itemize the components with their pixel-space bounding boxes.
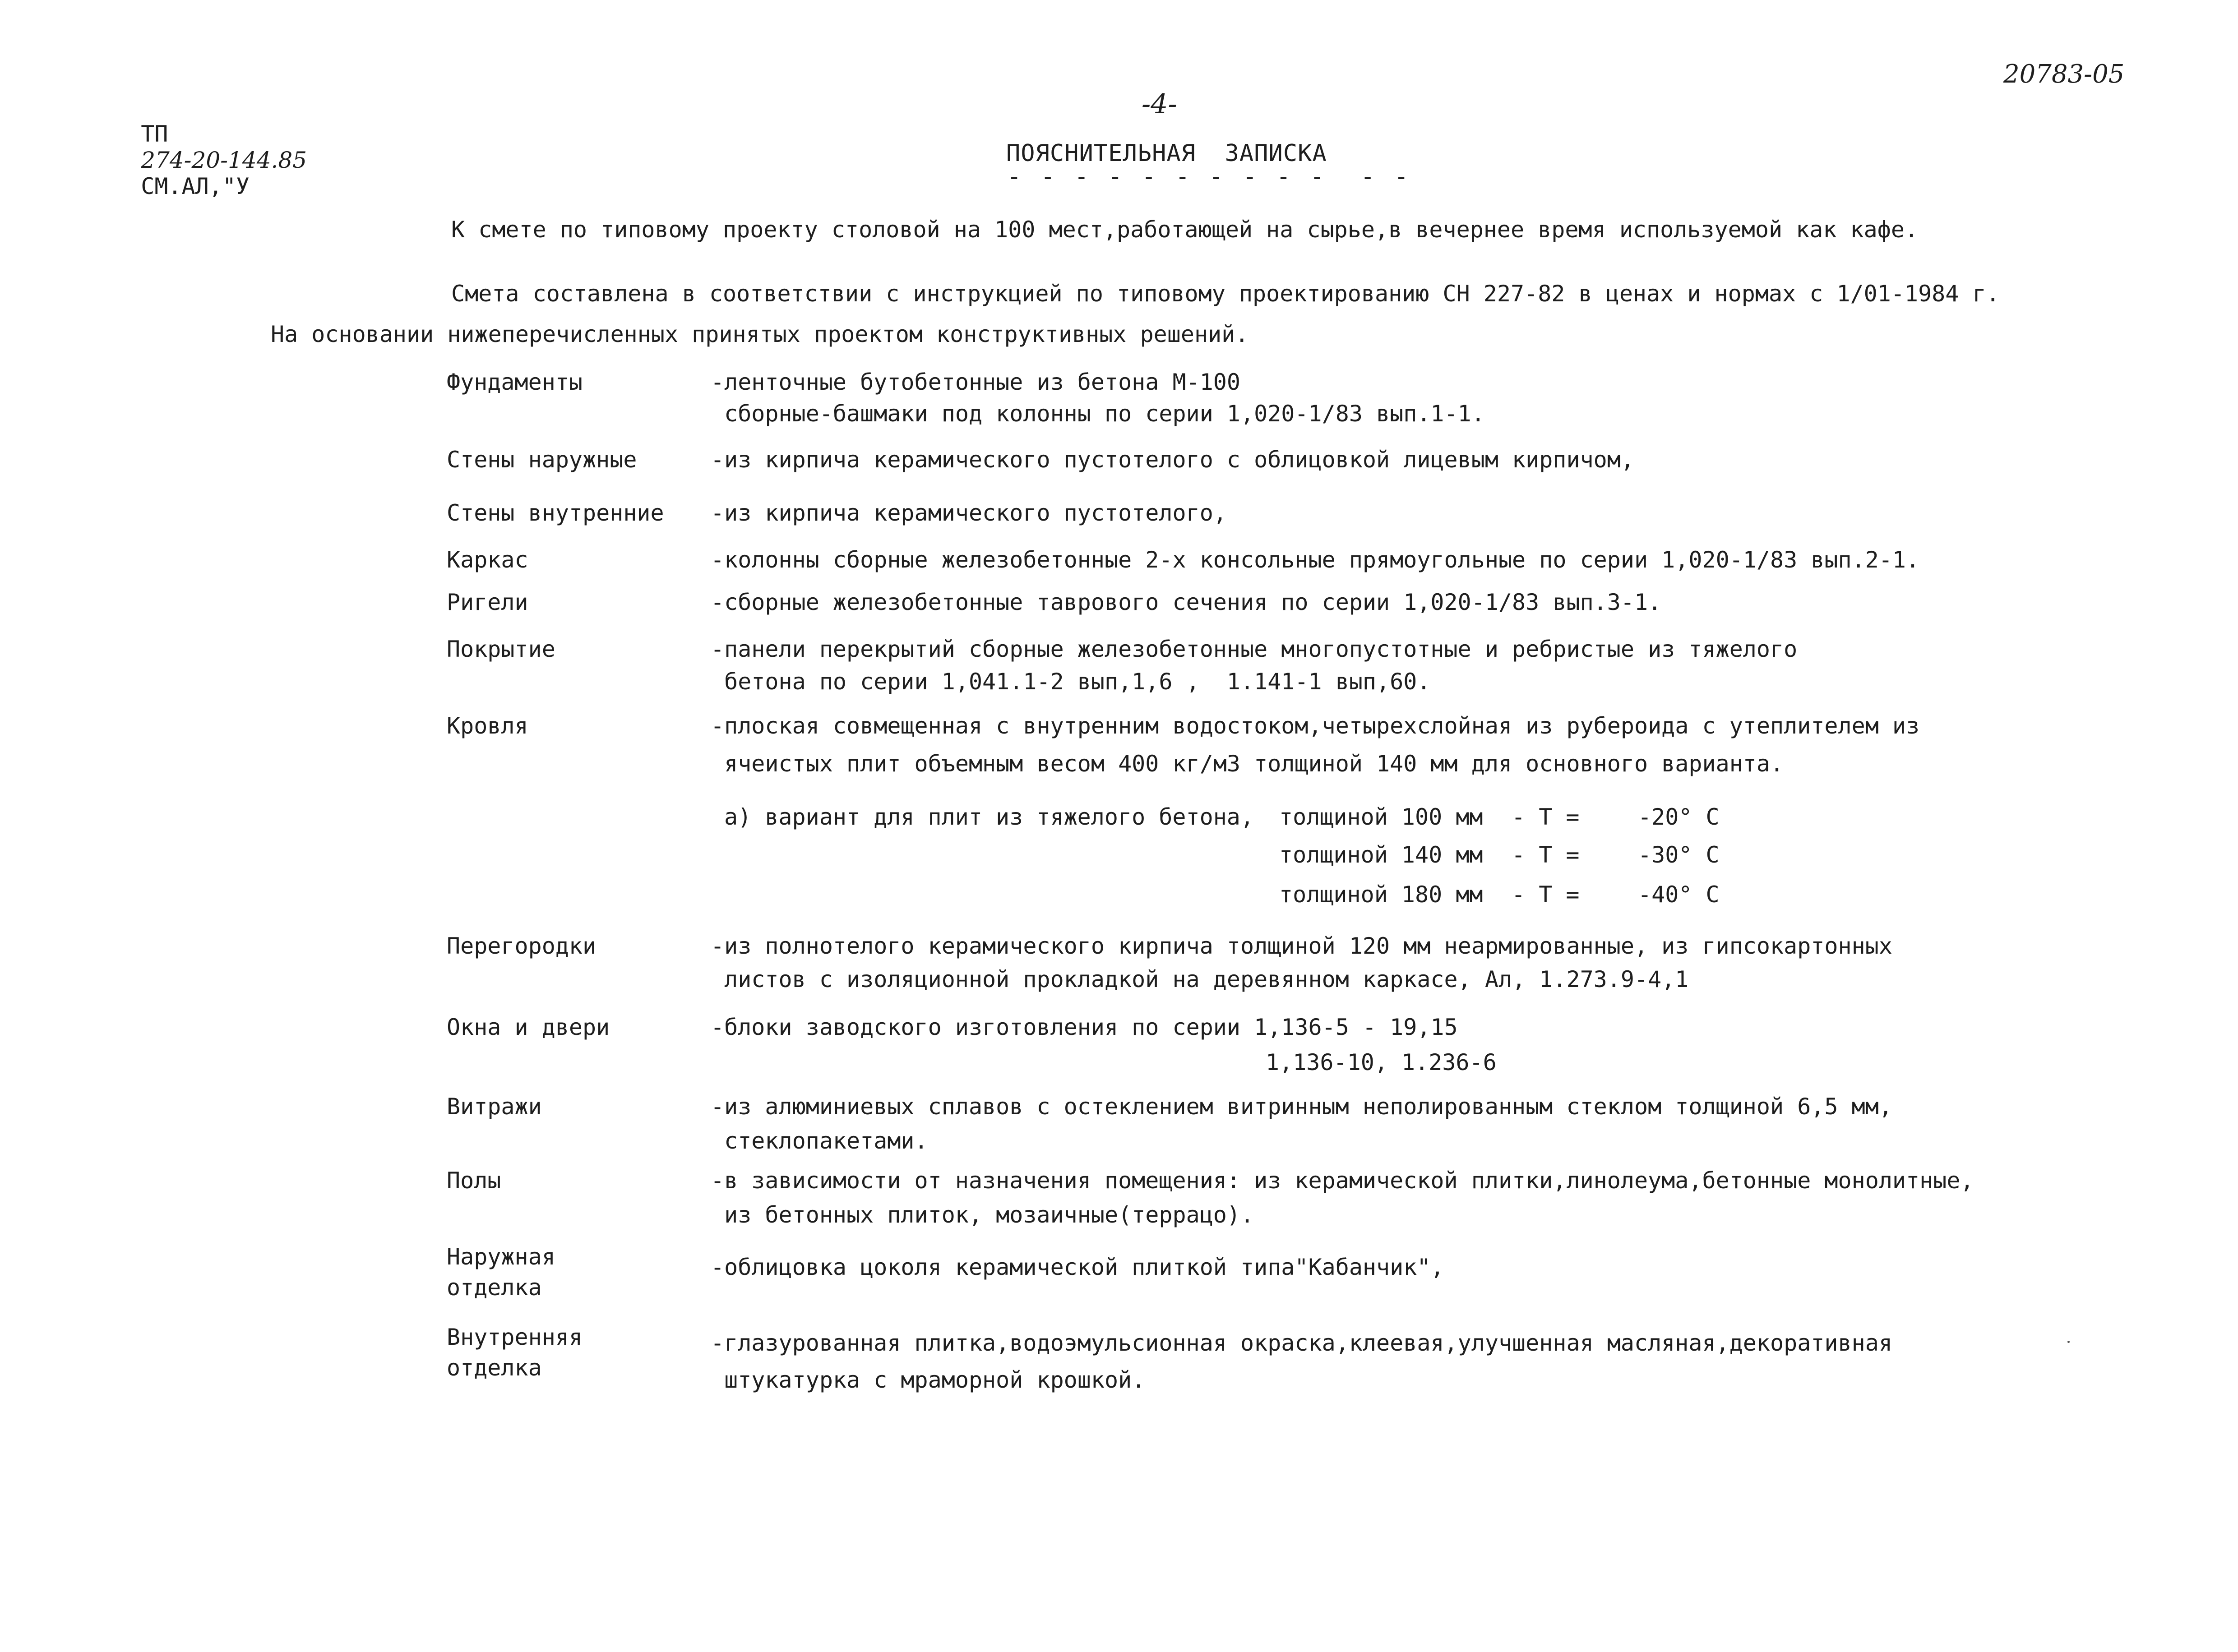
section-text-interior-finish-1: -глазурованная плитка,водоэмульсионная окраска,клеевая,улучшенная масляная,декоративная (711, 1330, 1892, 1356)
section-text-interior-finish-2: штукатурка с мраморной крошкой. (711, 1367, 1146, 1393)
section-label-covering: Покрытие (447, 636, 555, 662)
intro-paragraph: К смете по типовому проекту столовой на 100 мест,работающей на сырье,в вечернее время используемой как кафе. (451, 217, 1919, 243)
section-text-windows-doors: -блоки заводского изготовления по серии 1,136-5 - 19,15 (711, 1014, 1458, 1040)
stray-mark (2067, 1341, 2070, 1343)
section-label-stained-glass: Витражи (447, 1094, 542, 1120)
roof-variant-thickness-3: толщиной 180 мм (1279, 881, 1483, 908)
section-text-inner-walls: -из кирпича керамического пустотелого, (711, 500, 1227, 526)
project-code-handwritten: 274-20-144.85 (141, 147, 307, 173)
section-text-exterior-finish: -облицовка цоколя керамической плиткой типа"Кабанчик", (711, 1254, 1444, 1280)
section-text-foundations-2: сборные-башмаки под колонны по серии 1,020-1/83 вып.1-1. (711, 401, 1485, 427)
section-text-covering-2: бетона по серии 1,041.1-2 вып,1,6 , 1.141-1 вып,60. (711, 669, 1431, 695)
section-label-frame: Каркас (447, 547, 528, 573)
section-text-covering-1: -панели перекрытий сборные железобетонные многопустотные и ребристые из тяжелого (711, 636, 1798, 662)
roof-variant-t-3: - Т = (1512, 881, 1580, 908)
archive-number: 20783-05 (2003, 60, 2125, 89)
section-label-exterior-finish: Наружная отделка (447, 1244, 555, 1301)
section-label-interior-finish: Внутренняя отделка (447, 1324, 583, 1381)
section-text-floors-2: из бетонных плиток, мозаичные(террацо). (711, 1202, 1254, 1228)
section-text-windows-doors-extra: 1,136-10, 1.236-6 (1266, 1049, 1497, 1075)
section-text-roof-1: -плоская совмещенная с внутренним водостоком,четырехслойная из рубероида с утеплителем из (711, 713, 1920, 739)
section-text-partitions-2: листов с изоляционной прокладкой на деревянном каркасе, Ал, 1.273.9-4,1 (711, 966, 1689, 992)
title-underline: - - - - - - - - - - - - (1007, 163, 1411, 190)
page-number: -4- (1142, 88, 1177, 120)
section-label-inner-walls: Стены внутренние (447, 500, 664, 526)
section-label-floors: Полы (447, 1167, 501, 1194)
section-text-foundations-1: -ленточные бутобетонные из бетона М-100 (711, 369, 1240, 395)
section-text-outer-walls: -из кирпича керамического пустотелого с облицовкой лицевым кирпичом, (711, 447, 1634, 473)
roof-variant-thickness-2: толщиной 140 мм (1279, 842, 1483, 868)
roof-variant-temp-1: -20° С (1638, 804, 1720, 830)
section-text-partitions-1: -из полнотелого керамического кирпича толщиной 120 мм неармированные, из гипсокартонных (711, 933, 1892, 959)
roof-variant-temp-3: -40° С (1638, 881, 1720, 908)
section-text-stained-glass-1: -из алюминиевых сплавов с остеклением витринным неполированным стеклом толщиной 6,5 мм, (711, 1094, 1892, 1120)
project-code (114, 95, 307, 199)
section-label-crossbars: Ригели (447, 589, 528, 615)
roof-variant-t-1: - Т = (1512, 804, 1580, 830)
roof-variant-intro: а) вариант для плит из тяжелого бетона, (724, 804, 1254, 830)
section-text-stained-glass-2: стеклопакетами. (711, 1128, 928, 1154)
project-code-prefix: ТП (141, 121, 168, 147)
section-text-crossbars: -сборные железобетонные таврового сечения по серии 1,020-1/83 вып.3-1. (711, 589, 1662, 615)
basis-line-1: Смета составлена в соответствии с инструкцией по типовому проектированию СН 227-82 в ценах и нормах с 1/01-1984 г. (451, 281, 2000, 307)
section-label-windows-doors: Окна и двери (447, 1014, 610, 1040)
roof-variant-t-2: - Т = (1512, 842, 1580, 868)
document-title: ПОЯСНИТЕЛЬНАЯ ЗАПИСКА (1006, 140, 1327, 167)
section-label-foundations: Фундаменты (447, 369, 583, 395)
project-code-suffix: СМ.АЛ,"У (141, 173, 250, 199)
section-text-roof-2: ячеистых плит объемным весом 400 кг/м3 толщиной 140 мм для основного варианта. (711, 751, 1784, 777)
roof-variant-temp-2: -30° С (1638, 842, 1720, 868)
section-text-frame: -колонны сборные железобетонные 2-х консольные прямоугольные по серии 1,020-1/83 вып.2-1. (711, 547, 1920, 573)
section-text-floors-1: -в зависимости от назначения помещения: из керамической плитки,линолеума,бетонные монолитные, (711, 1167, 1974, 1194)
section-label-partitions: Перегородки (447, 933, 596, 959)
basis-line-2: На основании нижеперечисленных принятых проектом конструктивных решений. (271, 321, 1249, 347)
section-label-roof: Кровля (447, 713, 528, 739)
roof-variant-thickness-1: толщиной 100 мм (1279, 804, 1483, 830)
section-label-outer-walls: Стены наружные (447, 447, 637, 473)
